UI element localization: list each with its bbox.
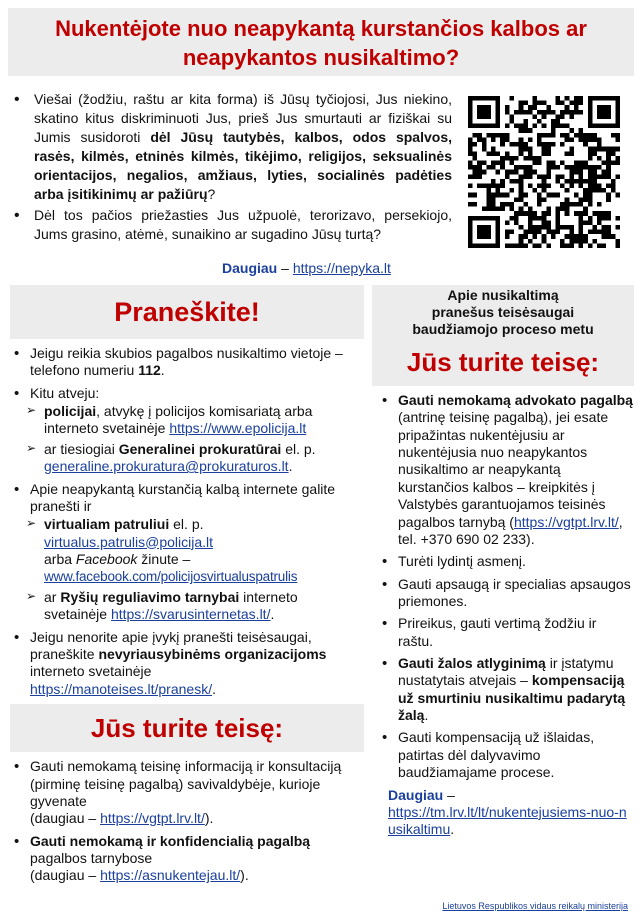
rr-5-bold1: Gauti žalos atlyginimą xyxy=(398,655,546,672)
rr-more-dash: – xyxy=(443,786,455,803)
rights-right-item-3: • Gauti apsaugą ir specialias apsaugos priemones. xyxy=(378,576,634,611)
intro-more-dash: – xyxy=(277,260,293,276)
ngo-text: Jeigu nenorite apie įvykį pranešti teisėsaugai, praneškite xyxy=(30,628,312,663)
rights-left-item-2 xyxy=(10,833,364,885)
rrt-pre: ar xyxy=(44,589,61,606)
report-police xyxy=(30,403,364,438)
report-heading: Praneškite! xyxy=(10,285,364,339)
emergency-text: Jeigu reikia skubios pagalbos nusikaltimo vietoje – telefono numeriu xyxy=(30,345,343,379)
rights-right-item-6: • Gauti kompensaciją už išlaidas, patirtas dėl dalyvavimo baudžiamajame procese. xyxy=(378,729,634,781)
intro-more xyxy=(222,260,391,277)
virtual-text: el. p. xyxy=(169,516,204,533)
intro-bullet-2 xyxy=(12,206,452,244)
rights-right-item-4: • Prireikus, gauti vertimą žodžiu ir raštu. xyxy=(378,615,634,650)
virtual-fb-italic: Facebook xyxy=(75,550,138,567)
rights-right-item-1 xyxy=(378,392,634,548)
ngo-label: nevyriausybinėms organizacijoms xyxy=(98,646,327,663)
qr-code-icon xyxy=(468,96,620,248)
vgtpt-link-left[interactable]: https://vgtpt.lrv.lt/ xyxy=(100,810,205,827)
rights-right-header-line2: pranešus teisėsaugai xyxy=(431,304,575,320)
rr-5-end: . xyxy=(424,707,429,724)
intro-bullet-1-end: ? xyxy=(207,186,216,202)
report-virtual-patrol xyxy=(30,516,364,586)
rights-left-2-more: (daugiau – xyxy=(30,867,101,884)
asnukentejau-link[interactable]: https://asnukentejau.lt/ xyxy=(100,867,241,884)
prosecutor-text: el. p. xyxy=(281,440,316,457)
rr-more-end: . xyxy=(450,821,455,838)
rr-1-bold: Gauti nemokamą advokato pagalbą xyxy=(398,392,633,408)
rights-left-1-more: (daugiau – xyxy=(30,810,101,827)
intro-bullet-1 xyxy=(12,90,452,204)
rights-right-more xyxy=(372,787,634,839)
prosecutor-email-link[interactable]: generaline.prokuratura@prokuraturos.lt xyxy=(44,458,289,475)
rights-right-item-5 xyxy=(378,655,634,724)
page-title: Nukentėjote nuo neapykantą kurstančios kalbos ar neapykantos nusikaltimo? xyxy=(8,8,634,76)
rights-right-item-2: • Turėti lydintį asmenį. xyxy=(378,553,634,570)
rights-right-header-line1: Apie nusikaltimą xyxy=(447,287,559,303)
intro-bullet-1-text: Viešai (žodžiu, raštu ar kita forma) iš Jūsų tyčiojosi, Jus niekino, skatino kitus diskriminuoti Jus, prieš Jus smurtauti ar fiziškai su Jumis susidoroti xyxy=(34,91,452,145)
footer-ministry: Lietuvos Respublikos vidaus reikalų ministerija xyxy=(442,901,628,911)
manoteises-link[interactable]: https://manoteises.lt/pranesk/ xyxy=(30,680,213,697)
prosecutor-pre: ar tiesiogiai xyxy=(44,440,119,457)
prosecutor-end: . xyxy=(288,458,293,475)
report-emergency xyxy=(10,345,364,380)
rrt-text: interneto svetainėje xyxy=(44,589,298,623)
rights-right-column xyxy=(372,285,634,839)
emergency-number: 112 xyxy=(138,362,161,379)
rr-5-text: ir įstatymu nustatytais atvejais – xyxy=(398,655,614,689)
rr-1-text2: , tel. +370 690 02 233). xyxy=(398,513,623,547)
report-ngo xyxy=(10,629,364,698)
other-text: Kitu atveju: xyxy=(30,384,100,401)
report-prosecutor xyxy=(30,441,364,476)
rights-right-header xyxy=(372,285,634,338)
virtual-fb-text: žinute – xyxy=(137,550,191,567)
virtual-label: virtualiam patruliui xyxy=(44,516,170,533)
rights-right-header-line3: baudžiamojo proceso metu xyxy=(412,321,594,337)
rights-left-2-text: pagalbos tarnybose xyxy=(30,850,153,866)
facebook-link[interactable]: www.facebook.com/policijosvirtualuspatrulis xyxy=(44,569,298,585)
report-other xyxy=(10,385,364,476)
rights-left-1-end: ). xyxy=(204,810,214,827)
report-rrt xyxy=(30,589,364,624)
qr-modules xyxy=(468,96,620,248)
rights-left-1-text: Gauti nemokamą teisinę informaciją ir konsultaciją (pirminę teisinę pagalbą) savivaldybėje, kurioje gyvenate xyxy=(30,758,342,809)
rights-left-heading: Jūs turite teisę: xyxy=(10,704,364,752)
intro-bullet-2-text: Dėl tos pačios priežasties Jus užpuolė, terorizavo, persekiojo, Jums grasino, atėmė, sunaikino ar sugadino Jūsų turtą? xyxy=(34,207,452,242)
nepyka-link[interactable]: https://nepyka.lt xyxy=(292,260,391,276)
ngo-text2: interneto svetainėje xyxy=(30,663,152,680)
rrt-label: Ryšių reguliavimo tarnybai xyxy=(60,589,240,606)
police-text: , atvykę į policijos komisariatą arba interneto svetainėje xyxy=(44,403,313,437)
vgtpt-link-right[interactable]: https://vgtpt.lrv.lt/ xyxy=(513,513,619,530)
prosecutor-label: Generalinei prokuratūrai xyxy=(118,440,282,457)
report-online xyxy=(10,481,364,624)
rr-more-label: Daugiau xyxy=(388,786,444,803)
rights-right-heading: Jūs turite teisę: xyxy=(406,347,600,377)
rights-right-panel xyxy=(372,285,634,386)
emergency-end: . xyxy=(160,362,165,379)
intro-section xyxy=(12,90,452,246)
report-column xyxy=(10,285,364,890)
virtual-fb-pre: arba xyxy=(44,550,76,567)
epolicija-link[interactable]: https://www.epolicija.lt xyxy=(169,420,307,437)
virtual-email-link[interactable]: virtualus.patrulis@policija.lt xyxy=(44,533,214,550)
intro-bullet-1-bold: dėl Jūsų tautybės, kalbos, odos spalvos, rasės, kilmės, etninės kilmės, tikėjimo, religijos, seksualinės orientacijos, negalios, amžiaus, lyties, socialinės padėties arba įsitikinimų ar pažiūrų xyxy=(34,129,452,202)
rights-left-2-bold: Gauti nemokamą ir konfidencialią pagalbą xyxy=(30,832,311,849)
rights-left-2-end: ). xyxy=(240,867,249,884)
svarusinternetas-link[interactable]: https://svarusinternetas.lt/ xyxy=(110,606,271,623)
rr-1-text: (antrinę teisinę pagalbą), jei esate pripažintas nukentėjusiu ar nukentėjusia nuo neapykantos nusikaltimo ar neapykantą kurstančios kalbos – kreipkitės į Valstybės garantuojamos teisinės pagalbos tarnybą ( xyxy=(398,409,609,530)
intro-more-label: Daugiau xyxy=(222,260,278,276)
rrt-end: . xyxy=(270,606,275,623)
rr-5-bold2: kompensaciją už smurtiniu nusikaltimu padarytą žalą xyxy=(398,672,626,724)
online-text: Apie neapykantą kurstančią kalbą internete galite pranešti ir xyxy=(30,480,336,514)
tm-link[interactable]: https://tm.lrv.lt/lt/nukentejusiems-nuo-nusikaltimu xyxy=(388,803,627,838)
rights-left-item-1 xyxy=(10,758,364,827)
police-label: policijai xyxy=(44,403,97,420)
ngo-end: . xyxy=(212,680,216,697)
